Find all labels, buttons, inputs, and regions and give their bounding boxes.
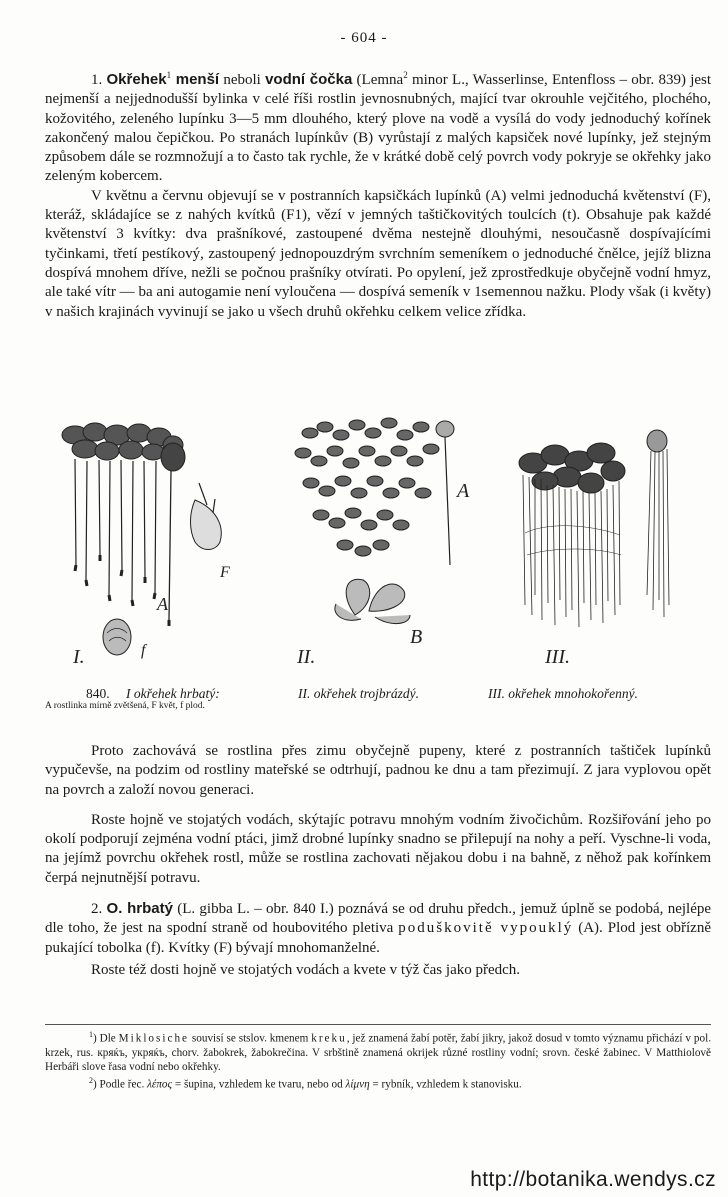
figure-caption: 840. I okřehek hrbatý: II. okřehek trojbrázdý. III. okřehek mnohokořenný. A rostlinka mírně zvětšená, F květ, f plod.: [45, 686, 711, 711]
paragraph-lesser-duckweed: 1. Okřehek$^1$ menší neboli vodní čočka (Lemna$^2$ minor L., Wasserlinse, Entenfloss – obr. 839) jest nejmenší a nejjednodušší bylinka v celé říši rostlin jevnosnubných, mající tvar okrouhle vejčitého, plochého, kožovitého, zeleného lupínku 3—5 mm dlouhého, který plove na vodě a vysílá do vody jednoduchý kořínek zakončený malou čepičkou. Po stranách lupínkův (B) vyrůstají z malých kapsiček nové lupínky, jež stejným způsobem dále se rozmnožují a to často tak rychle, že v krátké době celý povrch vody pokryje se okřehky jako zeleným kobercem. V květnu a červnu objevují se v postranních kapsičkách lupínků (A) velmi jednoduchá květenství (F), kteráž, skládajíce se z nahých kvítků (F1), vězí v jemných taštičkovitých toulcích (t). Obsahuje pak každé květenství 3 kvítky: dva prašníkové, zastoupené dvěma nestejně dlouhými, nesoučasně dospívajícími tyčinkami, třetí pestíkový, zastoupený jednopouzdrým svrchním semeníkem o jednoduché čnělce, jejíž blizna dospívá mnohem dříve, nežli se počnou prašníky otvírati. Po opylení, jež zprostředkuje obyčejně vodní hmyz, ale také vítr — ba ani autogamie není vyloučena — dospívá semeník v 1semennou nažku. Plody však (i květy) v našich krajinách vyvinují se jako u všech druhů okřehku celkem velice zřídka.: [45, 66, 711, 322]
label-A-II: A: [457, 480, 470, 502]
footnote-1: $^1$) Dle Miklosiche souvisí se stslov. kmenem kreku, jež znamená žabí potěr, žabí jikry, jakož dosud v tomto významu přichází v pol. krzek, rus. кряќъ, укряќъ, chorv. žabokrek, žabokrečina. V srbštině znamená okrijek různé rostliny vodní; srovn. české žabinec. V Matthiolově Herbáři slove řasa vodní nebo okřehky.: [45, 1030, 711, 1074]
caption-sub: A rostlinka mírně zvětšená, F květ, f plod.: [45, 701, 205, 711]
label-III: III.: [545, 646, 570, 668]
label-F: F: [220, 564, 230, 581]
duckweed-illustration: [45, 405, 711, 680]
illustration-lemna-trisulca: [295, 418, 454, 624]
illustration-lemna-gibba: [62, 423, 221, 655]
label-I: I.: [73, 646, 85, 668]
paragraph-overwintering: Proto zachovává se rostlina přes zimu obyčejně pupeny, které z postranních taštiček lupínků vypučevše, na podzim od rostliny mateřské se odtrhují, padnou ke dnu a tam přezimují. Z jara vyplovou opět na povrch a založí novou generaci.: [45, 743, 711, 798]
figure-840: [45, 405, 711, 680]
page-number: - 604 -: [340, 30, 388, 46]
illustration-spirodela: [519, 430, 669, 627]
paragraph-habitat: Roste hojně ve stojatých vodách, skýtajíc potravu mnohým vodním živočichům. Rozšiřování jeho po okolí podporují zejména vodní ptáci, jimž drobné lupínky snadno se přilepují na nohy a peří. Vyschne-li voda, na jejímž povrchu okřehek rostl, může se rostlina zachovati nějakou dobu i na bahně, z něhož pak kořínkem čerpá nejnutnější potravu.: [45, 811, 711, 886]
footnotes: [45, 1028, 711, 1092]
species-name-gibba: O. hrbatý: [106, 900, 173, 918]
species-name: Okřehek: [106, 71, 167, 88]
footnote-2: $^2$) Podle řec. λέπος = šupina, vzhledem ke tvaru, nebo od λίμνη = rybník, vzhledem k stanovisku.: [89, 1076, 522, 1092]
footnote-divider: [45, 1024, 711, 1025]
common-name: vodní čočka: [265, 71, 353, 88]
label-f: f: [141, 642, 146, 659]
paragraph-gibba-habitat: Roste též dosti hojně ve stojatých vodách a kvete v týž čas jako předch.: [91, 961, 521, 978]
website-watermark: http://botanika.wendys.cz: [470, 1168, 716, 1191]
label-A-I: A: [157, 594, 168, 614]
paragraph-lemna-gibba: 2. O. hrbatý (L. gibba L. – obr. 840 I.) poznává se od druhu předch., jemuž úplně se podobá, nejlépe dle toho, že jest na spodní straně od houbovitého pletiva poduškovitě vypouklý (A). Plod jest obřízně pukající tobolka (f). Kvítky (F) bývají mnohomanželné.: [45, 900, 712, 956]
body-continued: [45, 742, 711, 980]
label-II: II.: [297, 646, 316, 668]
label-B: B: [410, 626, 423, 648]
paragraph-flowering: V květnu a červnu objevují se v postranních kapsičkách lupínků (A) velmi jednoduchá květenství (F), kteráž, skládajíce se z nahých kvítků (F1), vězí v jemných taštičkovitých toulcích (t). Obsahuje pak každé květenství 3 kvítky: dva prašníkové, zastoupené dvěma nestejně dlouhými, nesoučasně dospívajícími tyčinkami, třetí pestíkový, zastoupený jednopouzdrým svrchním semeníkem o jednoduché čnělce, jejíž blizna dospívá mnohem dříve, nežli se počnou prašníky otvírati. Po opylení, jež zprostředkuje obyčejně vodní hmyz, ale také vítr — ba ani autogamie není vyloučena — dospívá semeník v 1semennou nažku. Plody však (i květy) v našich krajinách vyvinují se jako u všech druhů okřehku celkem velice zřídka.: [45, 187, 711, 320]
